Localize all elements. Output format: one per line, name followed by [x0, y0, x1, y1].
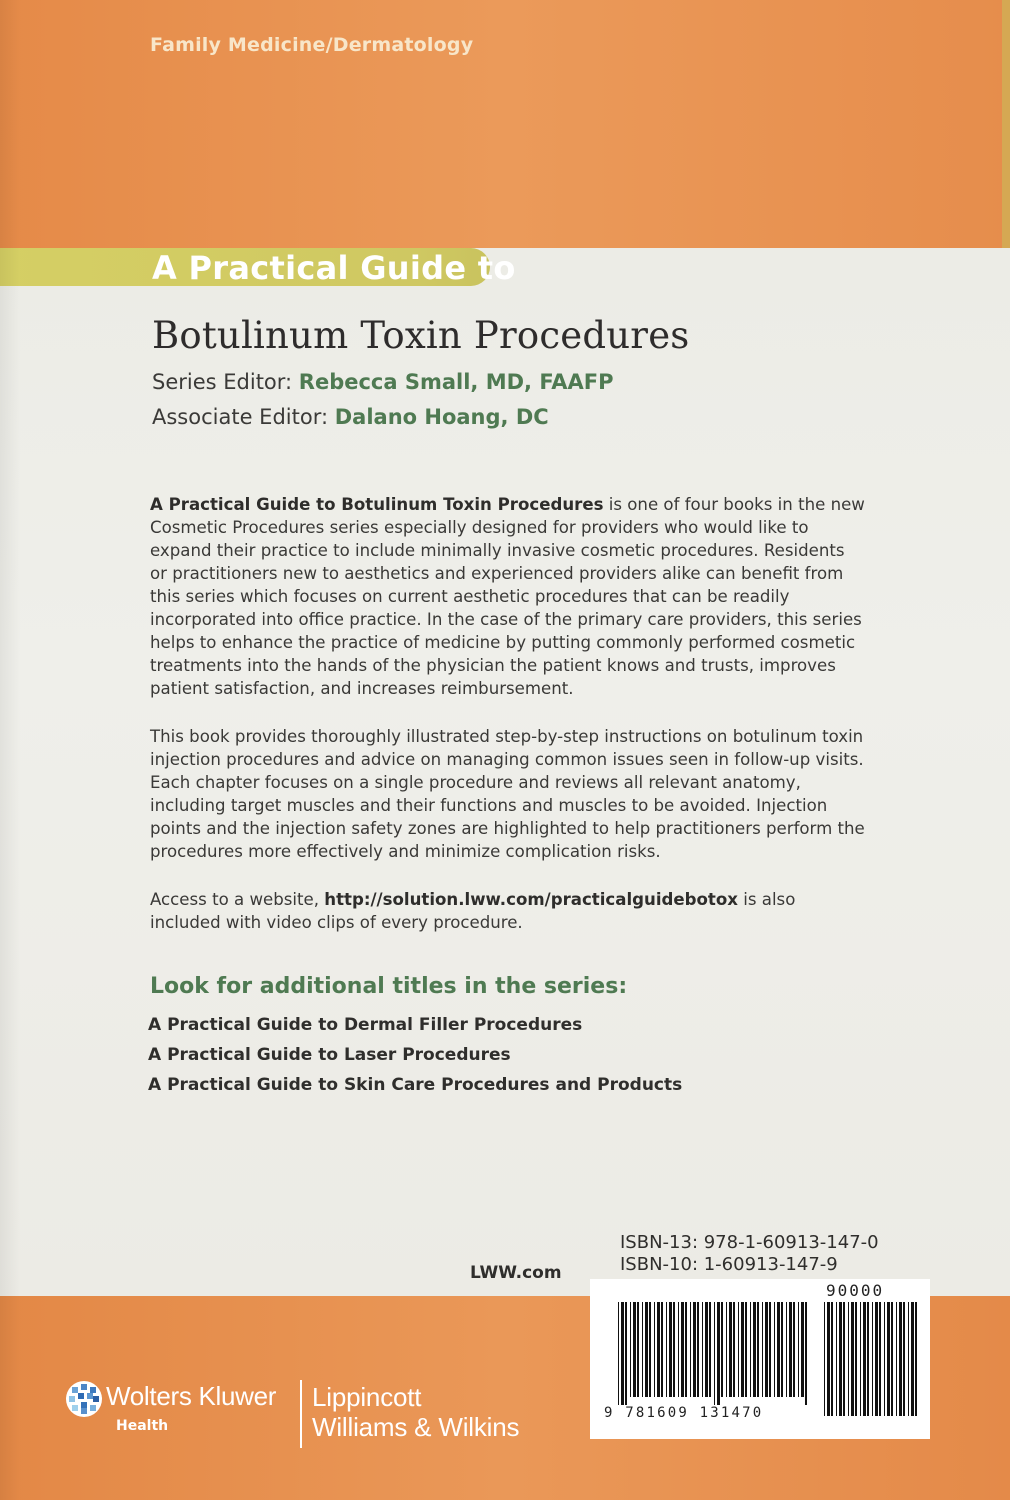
- barcode-bar: [753, 1302, 756, 1397]
- publisher-website[interactable]: LWW.com: [470, 1263, 562, 1283]
- barcode-bar: [860, 1302, 861, 1416]
- barcode-bar: [831, 1302, 833, 1416]
- barcode-bar: [884, 1302, 885, 1416]
- barcode-bar: [738, 1302, 739, 1397]
- barcode-bar: [757, 1302, 759, 1397]
- barcode-bar: [781, 1302, 783, 1397]
- description-lead-title: A Practical Guide to Botulinum Toxin Procedures: [150, 495, 604, 514]
- barcode-bar: [625, 1302, 627, 1405]
- website-outro-text: is also included with video clips of every procedure.: [150, 890, 796, 932]
- description-paragraph-3: [150, 888, 865, 934]
- barcode-bar: [745, 1302, 747, 1397]
- barcode-bar: [908, 1302, 909, 1416]
- barcode-bar: [801, 1302, 804, 1397]
- isbn-10: ISBN-10: 1-60913-147-9: [620, 1254, 838, 1275]
- isbn-barcode: [618, 1302, 812, 1405]
- barcode-bar: [762, 1302, 763, 1397]
- wolters-kluwer-health: Health: [116, 1418, 169, 1434]
- barcode-bar: [649, 1302, 651, 1397]
- barcode-bar: [786, 1302, 787, 1397]
- barcode-bar: [741, 1302, 744, 1397]
- barcode-bar: [798, 1302, 799, 1397]
- imprint-line-1: Lippincott: [312, 1382, 422, 1412]
- category-label: Family Medicine/Dermatology: [150, 34, 474, 56]
- barcode-bar: [903, 1302, 905, 1416]
- barcode-bar: [750, 1302, 751, 1397]
- barcode-bar: [769, 1302, 771, 1397]
- barcode-bar: [887, 1302, 890, 1416]
- price-code: 90000: [826, 1281, 885, 1300]
- barcode-bar: [633, 1302, 636, 1397]
- barcode-bar: [875, 1302, 878, 1416]
- description-paragraph-1-text: is one of four books in the new Cosmetic Procedures series especially designed for providers who would like to expand their practice to include minimally invasive cosmetic procedures. Residents or practitioners new to aesthetics and experienced providers alike can benefit from this series which focuses on current aesthetic procedures that can be readily incorporated into office practice. In the case of the primary care providers, this series helps to enhance the practice of medicine by putting commonly performed cosmetic treatments into the hands of the physician the patient knows and trusts, improves patient satisfaction, and increases reimbursement.: [150, 495, 865, 698]
- barcode-bar: [697, 1302, 699, 1397]
- barcode-bar: [867, 1302, 869, 1416]
- series-title-item: A Practical Guide to Dermal Filler Procedures: [148, 1015, 583, 1035]
- barcode-bar: [863, 1302, 866, 1416]
- series-editor-name: Rebecca Small, MD, FAAFP: [298, 370, 614, 394]
- barcode-bar: [896, 1302, 897, 1416]
- book-title: Botulinum Toxin Procedures: [152, 314, 690, 357]
- barcode-bar: [855, 1302, 857, 1416]
- barcode-bar: [911, 1302, 914, 1416]
- barcode-bar: [774, 1302, 775, 1397]
- series-heading: Look for additional titles in the series:: [150, 974, 628, 999]
- barcode-bar: [690, 1302, 691, 1397]
- barcode-bar: [848, 1302, 849, 1416]
- series-title-list: [148, 1014, 682, 1104]
- barcode-bar: [693, 1302, 696, 1397]
- imprint-wordmark: [312, 1382, 519, 1442]
- barcode-bar: [681, 1302, 684, 1397]
- spine-edge-stripe: [1002, 0, 1010, 248]
- associate-editor: [152, 405, 549, 429]
- barcode-digits: 9 781609 131470: [604, 1405, 764, 1421]
- barcode-bar: [891, 1302, 893, 1416]
- barcode-bar: [726, 1302, 727, 1397]
- price-barcode: [824, 1302, 918, 1424]
- series-title-item: A Practical Guide to Skin Care Procedures and Products: [148, 1075, 683, 1095]
- barcode-bar: [702, 1302, 703, 1397]
- website-intro-text: Access to a website,: [150, 890, 325, 909]
- barcode-bar: [839, 1302, 842, 1416]
- barcode-bar: [657, 1302, 660, 1397]
- barcode-bar: [673, 1302, 675, 1397]
- barcode-bar: [669, 1302, 672, 1397]
- series-banner-text: A Practical Guide to: [152, 249, 516, 287]
- wolters-kluwer-wordmark: Wolters Kluwer: [106, 1381, 277, 1411]
- associate-editor-label: Associate Editor:: [152, 405, 329, 429]
- barcode-bar: [714, 1302, 715, 1405]
- barcode-bar: [717, 1302, 720, 1405]
- barcode-bar: [836, 1302, 837, 1416]
- barcode-bar: [666, 1302, 667, 1397]
- barcode-bar: [661, 1302, 663, 1397]
- barcode-bar: [765, 1302, 768, 1397]
- logo-divider: [300, 1380, 302, 1448]
- isbn-13: ISBN-13: 978-1-60913-147-0: [620, 1232, 879, 1253]
- barcode-bar: [789, 1302, 792, 1397]
- barcode-bar: [645, 1302, 648, 1397]
- barcode-bar: [843, 1302, 845, 1416]
- barcode-bar: [729, 1302, 732, 1397]
- description-paragraph-1: [150, 493, 865, 700]
- description-paragraph-2: This book provides thoroughly illustrated step-by-step instructions on botulinum toxin injection procedures and advice on managing common issues seen in follow-up visits. Each chapter focuses on a single procedure and reviews all relevant anatomy, including target muscles and their functions and muscles to be avoided. Injection points and the injection safety zones are highlighted to help practitioners perform the procedures more effectively and minimize complication risks.: [150, 727, 865, 861]
- barcode-bar: [793, 1302, 795, 1397]
- wolters-kluwer-logo-icon: [65, 1380, 103, 1418]
- barcode-bar: [851, 1302, 854, 1416]
- barcode-bar: [805, 1302, 807, 1405]
- barcode-bar: [618, 1302, 619, 1405]
- barcode-bar: [733, 1302, 735, 1397]
- barcode-bar: [824, 1302, 825, 1416]
- barcode-bar: [777, 1302, 780, 1397]
- series-editor: [152, 370, 614, 394]
- barcode-bar: [621, 1302, 624, 1405]
- associate-editor-name: Dalano Hoang, DC: [334, 405, 549, 429]
- website-url-link[interactable]: http://solution.lww.com/practicalguidebotox: [324, 890, 738, 909]
- imprint-line-2: Williams & Wilkins: [312, 1412, 520, 1442]
- barcode-bar: [654, 1302, 655, 1397]
- barcode-bar: [630, 1302, 631, 1397]
- barcode-bar: [705, 1302, 708, 1397]
- spine-shadow: [0, 0, 20, 1500]
- barcode-bar: [709, 1302, 711, 1397]
- barcode-bar: [899, 1302, 902, 1416]
- barcode-bar: [915, 1302, 917, 1416]
- barcode-bar: [721, 1302, 723, 1397]
- barcode-bar: [637, 1302, 639, 1397]
- series-editor-label: Series Editor:: [152, 370, 293, 394]
- barcode-bar: [879, 1302, 881, 1416]
- barcode-bar: [872, 1302, 873, 1416]
- top-orange-band: [0, 0, 1010, 248]
- barcode-bar: [685, 1302, 687, 1397]
- series-title-item: A Practical Guide to Laser Procedures: [148, 1045, 511, 1065]
- barcode-bar: [678, 1302, 679, 1397]
- barcode-bar: [827, 1302, 830, 1416]
- barcode-bar: [642, 1302, 643, 1397]
